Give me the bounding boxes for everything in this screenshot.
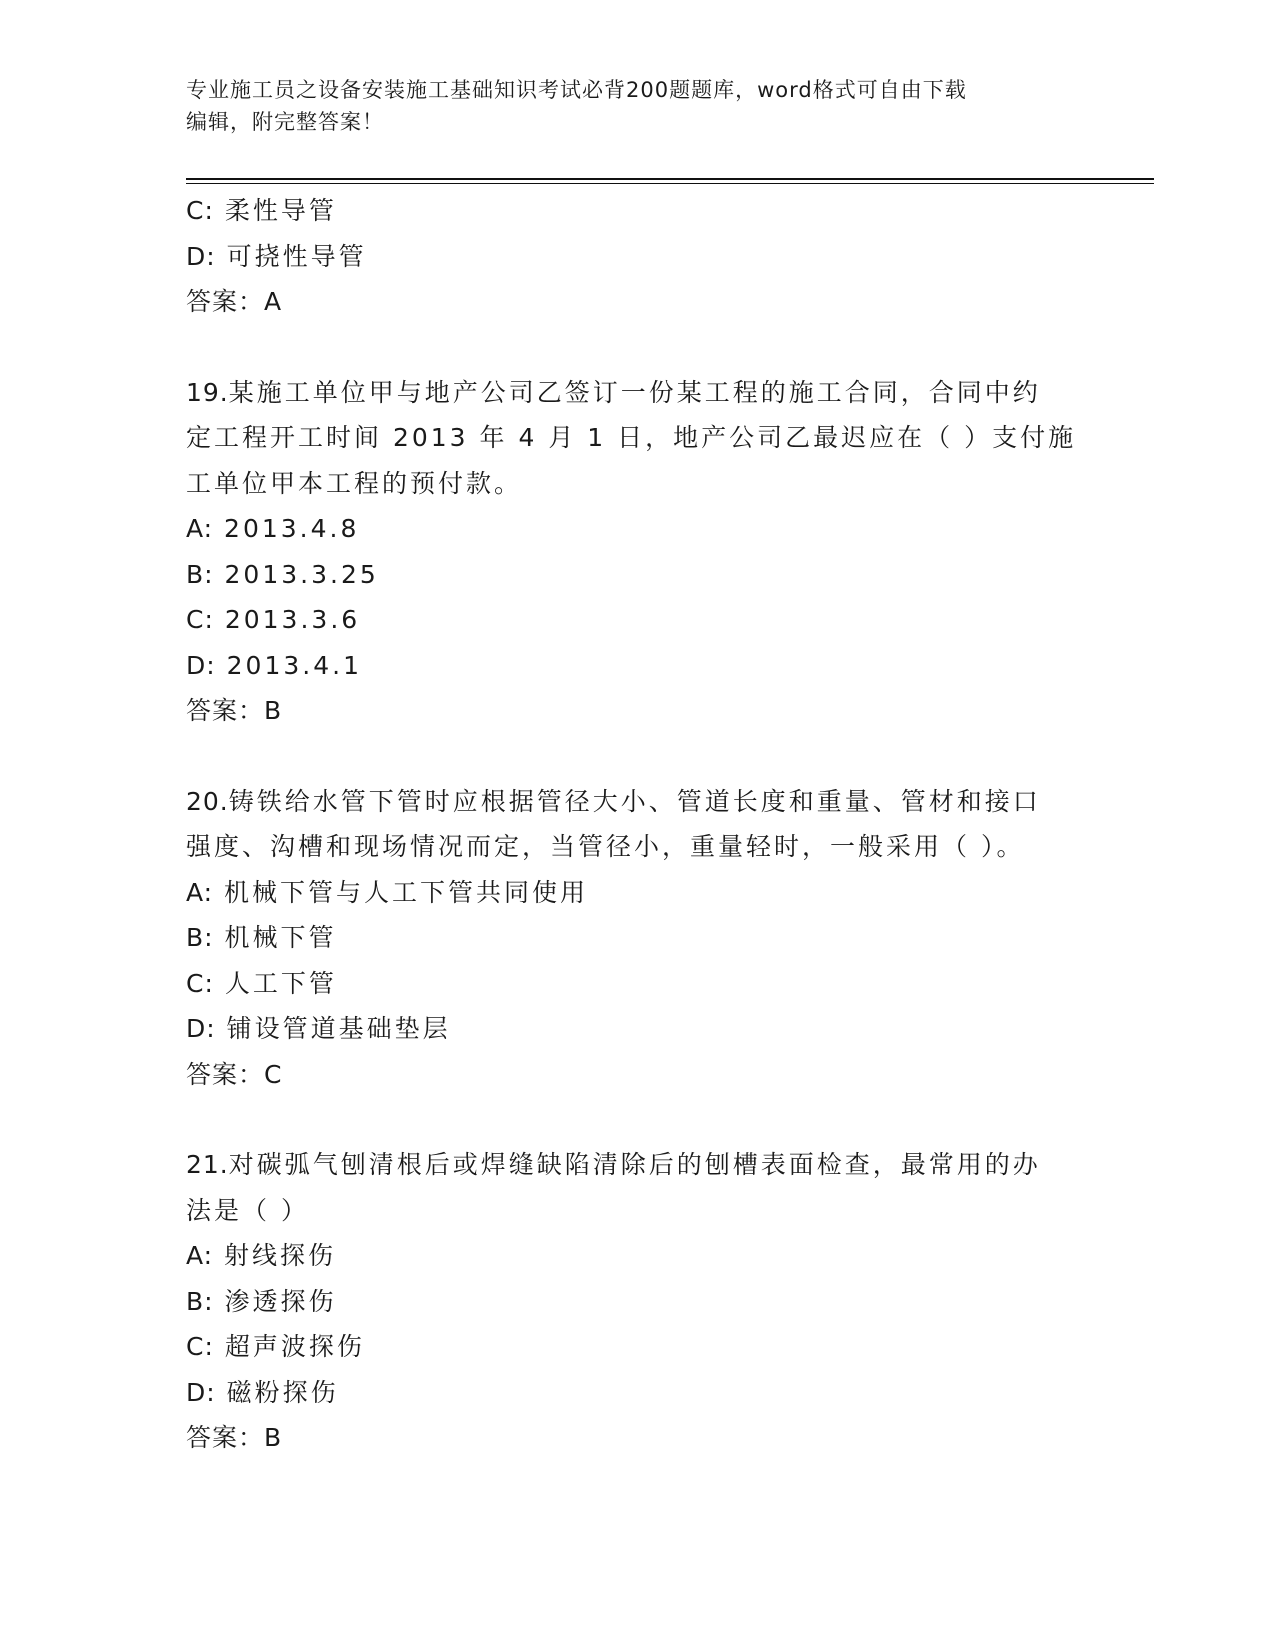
question-number: 20. — [186, 786, 229, 816]
option-text: 机械下管 — [224, 923, 337, 952]
option-c — [186, 961, 1086, 1007]
answer-line: 答案：B — [186, 696, 283, 725]
option-letter: B: — [186, 923, 214, 952]
option-a — [186, 870, 1086, 916]
question-19 — [186, 370, 1086, 734]
header-divider-thin — [186, 183, 1154, 184]
question-text — [186, 370, 1077, 507]
prev-question-tail — [186, 188, 1086, 325]
option-c — [186, 188, 1086, 234]
option-letter: C: — [186, 1332, 214, 1361]
header-line-2: 编辑，附完整答案！ — [186, 110, 384, 134]
option-text: 渗透探伤 — [224, 1286, 337, 1316]
answer-line: 答案：C — [186, 1059, 283, 1089]
question-number: 21. — [186, 1150, 229, 1179]
option-text: 2013.4.8 — [224, 514, 360, 543]
page-header — [186, 74, 1066, 138]
option-letter: B: — [186, 1286, 214, 1316]
option-letter: A: — [186, 514, 214, 543]
option-a — [186, 1233, 1086, 1279]
question-line: 铸铁给水管下管时应根据管径大小、管道长度和重量、管材和接口 — [228, 786, 1041, 816]
option-letter: C: — [186, 605, 214, 634]
option-text: 人工下管 — [224, 968, 337, 998]
option-c — [186, 1324, 1086, 1370]
question-line: 某施工单位甲与地产公司乙签订一份某工程的施工合同，合同中约 — [228, 377, 1041, 407]
option-d — [186, 1006, 1086, 1052]
option-text: 柔性导管 — [224, 196, 337, 225]
option-b — [186, 552, 1086, 598]
option-d — [186, 1370, 1086, 1416]
header-divider-thick — [186, 178, 1154, 180]
question-text — [186, 779, 1066, 870]
option-letter: D: — [186, 650, 216, 680]
option-text: 铺设管道基础垫层 — [226, 1014, 451, 1043]
option-letter: D: — [186, 1014, 216, 1043]
answer-line: 答案：A — [186, 287, 283, 316]
question-line: 法是（ ） — [186, 1195, 309, 1225]
question-line: 工单位甲本工程的预付款。 — [186, 468, 523, 498]
option-letter: D: — [186, 241, 216, 271]
option-a — [186, 506, 1086, 552]
answer-line: 答案：B — [186, 1423, 283, 1452]
option-letter: C: — [186, 196, 214, 225]
question-20 — [186, 779, 1086, 1098]
question-21 — [186, 1142, 1086, 1461]
option-c — [186, 597, 1086, 643]
option-d — [186, 643, 1086, 689]
option-text: 机械下管与人工下管共同使用 — [224, 877, 589, 907]
question-line: 定工程开工时间 2013 年 4 月 1 日，地产公司乙最迟应在（ ）支付施 — [186, 423, 1077, 452]
option-text: 磁粉探伤 — [226, 1377, 339, 1407]
option-text: 2013.3.25 — [224, 559, 379, 589]
option-text: 2013.4.1 — [226, 650, 362, 680]
option-letter: A: — [186, 877, 214, 907]
question-text — [186, 1142, 1066, 1233]
option-b — [186, 1279, 1086, 1325]
header-line-1: 专业施工员之设备安装施工基础知识考试必背200题题库，word格式可自由下载 — [186, 78, 967, 102]
question-line: 对碳弧气刨清根后或焊缝缺陷清除后的刨槽表面检查，最常用的办 — [228, 1150, 1041, 1179]
question-number: 19. — [186, 377, 229, 407]
option-letter: B: — [186, 559, 214, 589]
document-body — [186, 188, 1086, 1461]
question-line: 强度、沟槽和现场情况而定，当管径小，重量轻时，一般采用（ ）。 — [186, 832, 1025, 861]
option-b — [186, 915, 1086, 961]
option-d — [186, 234, 1086, 280]
option-letter: A: — [186, 1241, 214, 1270]
option-text: 2013.3.6 — [224, 605, 361, 634]
option-letter: C: — [186, 968, 214, 998]
option-letter: D: — [186, 1377, 216, 1407]
option-text: 超声波探伤 — [224, 1332, 365, 1361]
option-text: 射线探伤 — [224, 1241, 337, 1270]
option-text: 可挠性导管 — [226, 241, 367, 271]
